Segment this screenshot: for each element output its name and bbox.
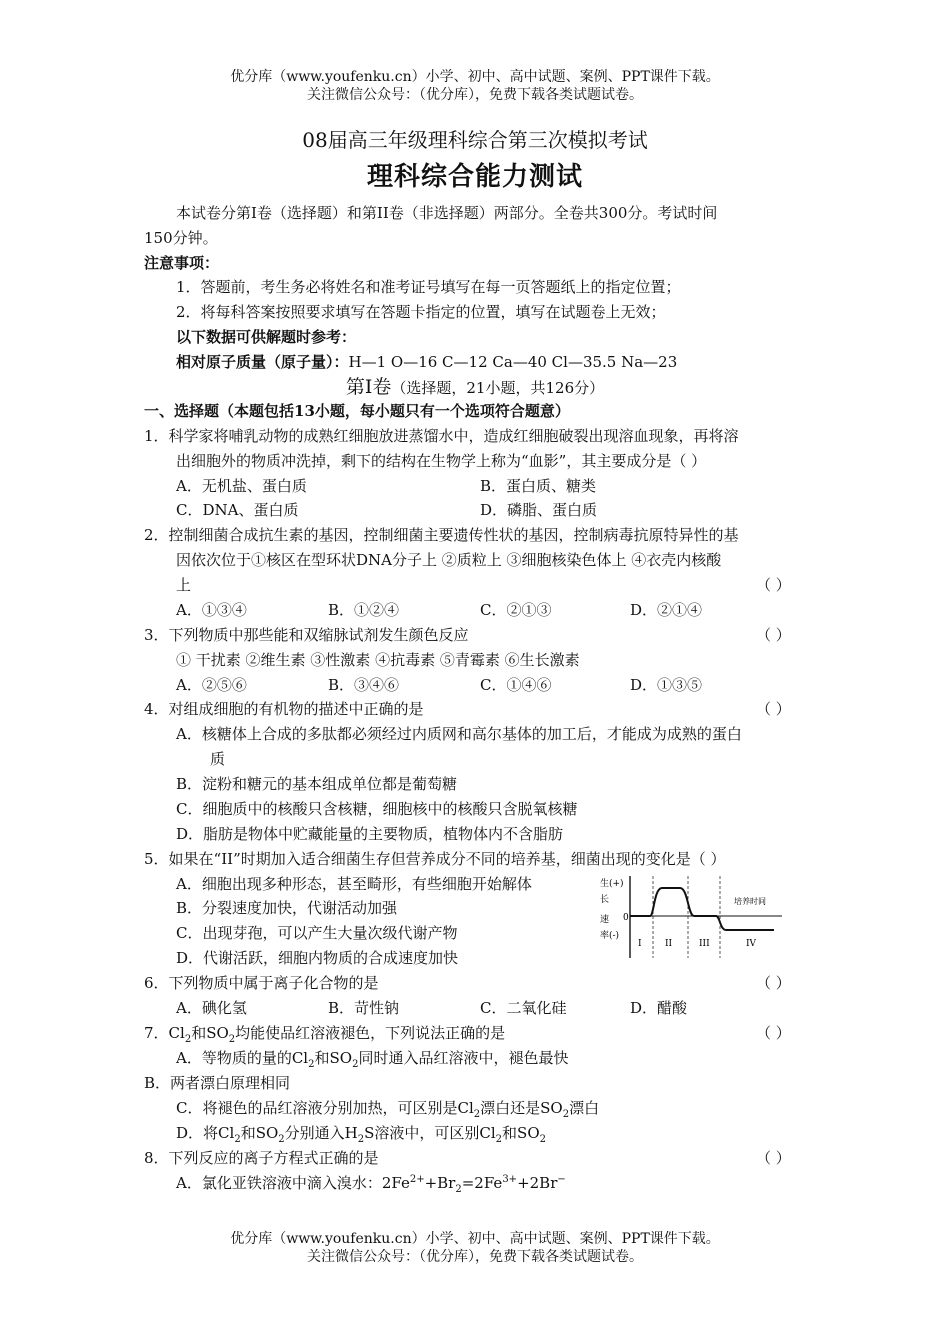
q4-option-c: C．细胞质中的核酸只含核糖，细胞核中的核酸只含脱氧核糖 [176,800,578,818]
q4-stem: 4．对组成细胞的有机物的描述中正确的是 [144,700,424,718]
q6-option-d: D．醋酸 [630,999,688,1017]
q3-option-d: D．①③⑤ [630,676,703,694]
graph-phase-4: IV [746,939,757,949]
q2-stem-3: 上 [176,576,192,594]
graph-growth-curve [630,888,774,930]
q2-answer-blank: （ ） [756,576,791,594]
notice-title: 注意事项： [144,254,220,272]
q7-answer-blank: （ ） [756,1024,791,1042]
q8-option-a: A．氯化亚铁溶液中滴入溴水：$2Fe^{2+}+Br_2=2Fe^{3+}+2Br^-$ [176,1174,566,1195]
volume-desc: （选择题，21小题，共126分） [391,379,605,397]
graph-zero-label: 0 [623,913,629,923]
q1-option-b: B．蛋白质、糖类 [480,477,597,495]
q5-option-a: A．细胞出现多种形态，甚至畸形，有些细胞开始解体 [176,875,532,893]
q5-option-c: C．出现芽孢，可以产生大量次级代谢产物 [176,924,458,942]
q2-stem-2: 因依次位于①核区在型环状DNA分子上 ②质粒上 ③细胞核染色体上 ④衣壳内核酸 [176,551,722,569]
main-title: 理科综合能力测试 [366,162,583,192]
q7-option-b: B．两者漂白原理相同 [144,1074,291,1092]
notice-item-2: 2．将每科答案按照要求填写在答题卡指定的位置，填写在试题卷上无效； [176,303,666,321]
graph-y-bottom-label: 率(-) [600,931,620,941]
header-line-2: 关注微信公众号：（优分库），免费下载各类试题试卷。 [307,87,643,103]
notice-item-1: 1．答题前，考生务必将姓名和准考证号填写在每一页答题纸上的指定位置； [176,278,681,296]
q6-option-c: C．二氧化硅 [480,999,567,1017]
bacteria-growth-graph [598,874,784,960]
intro-line-2: 150分钟。 [144,229,218,247]
q7-option-c: C．将褪色的品红溶液分别加热，可区别是$Cl_2$漂白还是$SO_2$漂白 [176,1099,600,1120]
q4-option-b: B．淀粉和糖元的基本组成单位都是葡萄糖 [176,775,458,793]
exam-title: 08届高三年级理科综合第三次模拟考试 [302,128,648,152]
q5-option-d: D．代谢活跃，细胞内物质的合成速度加快 [176,949,459,967]
volume-name: 第I卷 [345,376,392,398]
graph-y-speed-label: 速 [600,915,610,925]
footer-line-1: 优分库（www.youfenku.cn）小学、初中、高中试题、案例、PPT课件下载。 [230,1231,720,1247]
q6-option-b: B．苛性钠 [328,999,400,1017]
graph-y-mid-label: 长 [600,895,610,905]
q6-answer-blank: （ ） [756,974,791,992]
q3-stem-2: ① 干扰素 ②维生素 ③性激素 ④抗毒素 ⑤青霉素 ⑥生长激素 [176,651,580,669]
page-footer [0,1230,950,1266]
page-header [0,68,950,104]
header-line-1: 优分库（www.youfenku.cn）小学、初中、高中试题、案例、PPT课件下载。 [230,69,720,85]
q3-answer-blank: （ ） [756,626,791,644]
q3-option-a: A．②⑤⑥ [176,676,247,694]
atomic-mass-line [176,352,677,372]
section-1-title: 一、选择题（本题包括13小题，每小题只有一个选项符合题意） [144,402,570,420]
q2-option-b: B．①②④ [328,601,400,619]
intro-line-1: 本试卷分第I卷（选择题）和第II卷（非选择题）两部分。全卷共300分。考试时间 [176,204,718,222]
graph-y-top-label: 生(+) [600,879,624,889]
q4-option-d: D．脂肪是物体中贮藏能量的主要物质，植物体内不含脂肪 [176,825,564,843]
q2-option-a: A．①③④ [176,601,247,619]
q4-option-a-2: 质 [210,750,226,768]
q6-stem: 6．下列物质中属于离子化合物的是 [144,974,379,992]
q1-option-c: C．DNA、蛋白质 [176,501,299,519]
footer-line-2: 关注微信公众号：（优分库），免费下载各类试题试卷。 [307,1249,643,1265]
q7-option-a: A．等物质的量的$Cl_2$和$SO_2$同时通入品红溶液中，褪色最快 [176,1049,569,1070]
q1-stem-2: 出细胞外的物质冲洗掉，剩下的结构在生物学上称为“血影”，其主要成分是（ ） [176,452,707,470]
q6-option-a: A．碘化氢 [176,999,247,1017]
graph-phase-1: I [638,939,642,949]
graph-phase-3: III [699,939,710,949]
atomic-mass-values: H—1 O—16 C—12 Ca—40 Cl—35.5 Na—23 [348,353,678,371]
reference-title: 以下数据可供解题时参考： [176,328,357,346]
q8-answer-blank: （ ） [756,1149,791,1167]
q5-stem: 5．如果在“II”时期加入适合细菌生存但营养成分不同的培养基，细菌出现的变化是（ ） [144,850,726,868]
q3-option-b: B．③④⑥ [328,676,400,694]
q5-option-b: B．分裂速度加快，代谢活动加强 [176,899,398,917]
q1-stem-1: 1．科学家将哺乳动物的成熟红细胞放进蒸馏水中，造成红细胞破裂出现溶血现象，再将溶 [144,427,739,445]
graph-time-label: 培养时间 [734,897,766,906]
q8-stem: 8．下列反应的离子方程式正确的是 [144,1149,379,1167]
graph-phase-2: II [665,939,673,949]
q3-option-c: C．①④⑥ [480,676,552,694]
q7-stem: 7．$Cl_2$和$SO_2$均能使品红溶液褪色，下列说法正确的是 [144,1024,506,1045]
q7-option-d: D．将$Cl_2$和$SO_2$分别通入$H_2S$溶液中，可区别$Cl_2$和$SO_2$ [176,1124,546,1145]
q1-option-d: D．磷脂、蛋白质 [480,501,598,519]
q2-option-c: C．②①③ [480,601,552,619]
q2-stem-1: 2．控制细菌合成抗生素的基因，控制细菌主要遗传性状的基因，控制病毒抗原特异性的基 [144,526,739,544]
volume-heading [0,376,950,399]
q1-option-a: A．无机盐、蛋白质 [176,477,307,495]
atomic-mass-label: 相对原子质量（原子量）： [176,353,349,371]
q4-answer-blank: （ ） [756,700,791,718]
q2-option-d: D．②①④ [630,601,703,619]
q3-stem-1: 3．下列物质中那些能和双缩脉试剂发生颜色反应 [144,626,469,644]
q4-option-a-1: A．核糖体上合成的多肽都必须经过内质网和高尔基体的加工后，才能成为成熟的蛋白 [176,725,742,743]
